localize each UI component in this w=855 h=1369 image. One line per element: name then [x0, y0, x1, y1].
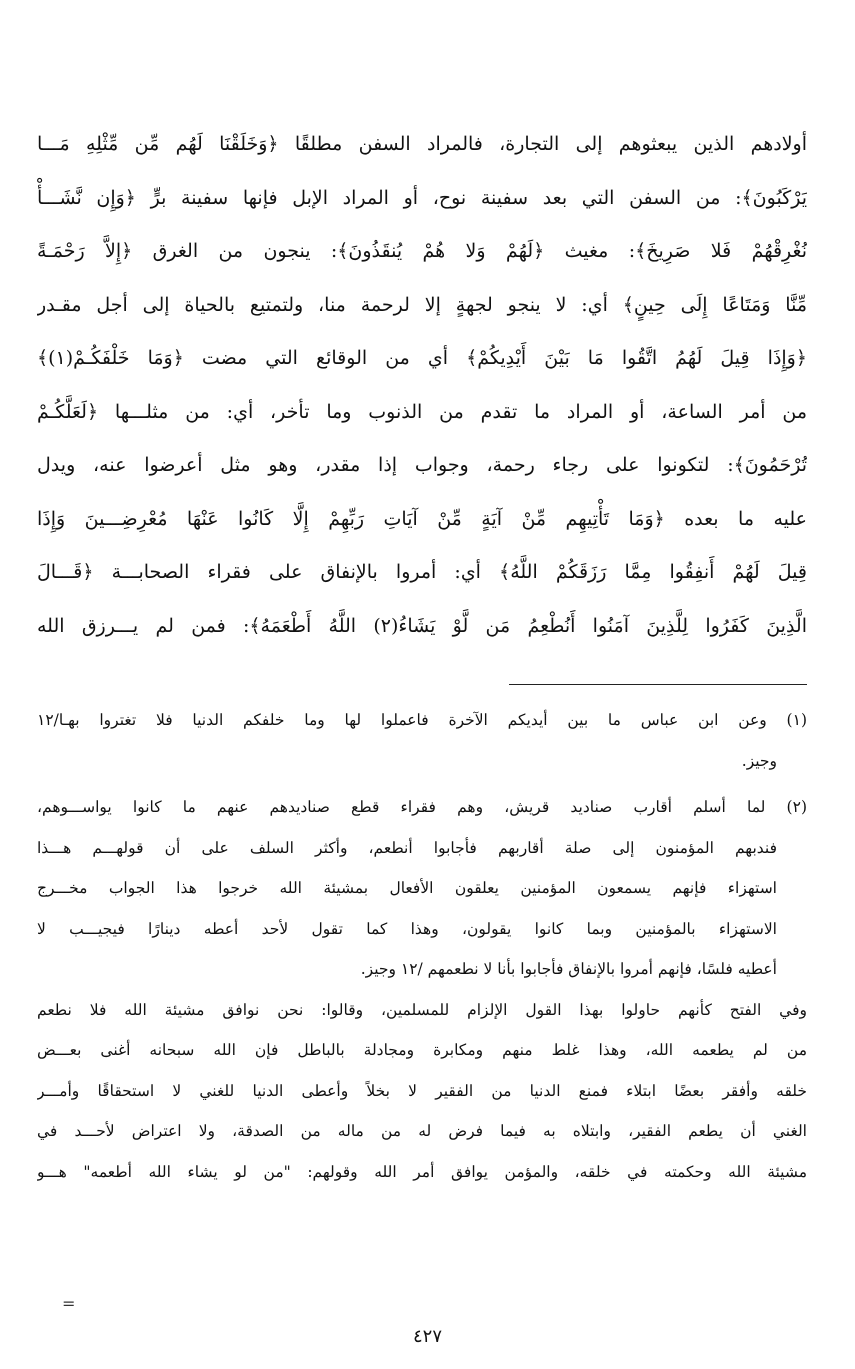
main-text: [37, 118, 807, 653]
main-line: الَّذِينَ كَفَرُوا لِلَّذِينَ آمَنُوا أَنُطْعِمُ مَن لَّوْ يَشَاءُ(٢) اللَّهُ أَطْعَمَهُ﴾: فمن لم يـــرزق الله: [37, 614, 807, 637]
main-line: أولادهم الذين يبعثوهم إلى التجارة، فالمراد السفن مطلقًا ﴿وَخَلَقْنَا لَهُم مِّن مِّثْلِهِ مَـــا: [37, 133, 807, 155]
main-line: قِيلَ لَهُمْ أَنفِقُوا مِمَّا رَزَقَكُمْ اللَّهُ﴾ أي: أمروا بالإنفاق على فقراء الصحابـــة ﴿قَـــالَ: [37, 561, 807, 583]
main-line: تُرْحَمُونَ﴾: لتكونوا على رجاء رحمة، وجواب إذا مقدر، وهو مثل أعرضوا عنه، ويدل: [37, 454, 807, 476]
footnotes: [37, 700, 807, 1192]
footnote-line: الاستهزاء بالمؤمنين وبما كانوا يقولون، وهذا كما تقول لأحد أعطه دينارًا فيجيـــب لا: [37, 919, 777, 938]
commentary-line: خلقه وأفقر بعضًا ابتلاء فمنع الدنيا من الفقير لا بخلاً وأعطى الدنيا للغني لا استحقاقًا وأمـــر: [37, 1081, 807, 1100]
footnote-line: (٢) لما أسلم أقارب صناديد قريش، وهم فقراء قطع صناديدهم عنهم ما كانوا يواســـوهم،: [37, 798, 807, 816]
footnote-line: وجيز.: [741, 751, 777, 770]
commentary-line: وفي الفتح كأنهم حاولوا بهذا القول الإلزام للمسلمين، وقالوا: نحن نوافق مشيئة الله فلا نطعم: [37, 1000, 807, 1019]
commentary-line: مشيئة الله وحكمته في خلقه، والمؤمن يوافق أمر الله وقولهم: "من لو يشاء الله أطعمه" هـــو: [37, 1162, 807, 1181]
footnote-separator: [509, 684, 807, 685]
main-line: عليه ما بعده ﴿وَمَا تَأْتِيهِم مِّنْ آيَةٍ مِّنْ آيَاتِ رَبِّهِمْ إِلَّا كَانُوا عَنْهَا مُعْرِضِـــينَ وَإِذَا: [37, 507, 807, 530]
footnote-2: [37, 787, 807, 990]
main-line: نُغْرِقْهُمْ فَلا صَرِيخَ﴾: مغيث ﴿لَهُمْ وَلا هُمْ يُنقَذُونَ﴾: ينجون من الغرق ﴿إِلاَّ رَحْمَـةً: [37, 240, 807, 262]
page-number: ٤٢٧: [412, 1326, 442, 1347]
footnote-line: استهزاء فإنهم يسمعون المؤمنين يعلقون الأفعال بمشيئة الله خرجوا هذا الجواب مخـــرج: [37, 879, 777, 897]
main-line: مِّنَّا وَمَتَاعًا إِلَى حِينٍ﴾ أي: لا ينجو لجهةٍ إلا لرحمة منا، ولتمتيع بالحياة إلى أجل مقـدر: [37, 293, 807, 316]
footnote-line: (١) وعن ابن عباس ما بين أيديكم الآخرة فاعملوا لها وما خلفكم الدنيا فلا تغتروا بهـا/١٢: [37, 711, 807, 729]
footnote-line: فندبهم المؤمنون إلى صلة أقاربهم فأجابوا أنطعم، وأكثر السلف على أن قولهـــم هـــذا: [37, 838, 777, 857]
commentary: [37, 990, 807, 1193]
corner-mark: =: [62, 1294, 76, 1313]
commentary-line: الغني أن يطعم الفقير، وابتلاه به فيما فرض له من ماله من الصدقة، ولا اعتراض لأحـــد في: [37, 1122, 807, 1140]
main-line: يَرْكَبُونَ﴾: من السفن التي بعد سفينة نوح، أو المراد الإبل فإنها سفينة برٍّ ﴿وَإِن نَّشَـــأْ: [37, 186, 807, 209]
main-line: ﴿وَإِذَا قِيلَ لَهُمُ اتَّقُوا مَا بَيْنَ أَيْدِيكُمْ﴾ أي من الوقائع التي مضت ﴿وَمَا خَلْفَكُـمْ(١)﴾: [37, 347, 807, 369]
main-line: من أمر الساعة، أو المراد ما تقدم من الذنوب وما تأخر، أي: من مثلـــها ﴿لَعَلَّكُـمْ: [37, 400, 807, 423]
footnote-line: أعطيه فلسًا، فإنهم أمروا بالإنفاق فأجابوا بأنا لا نطعمهم /١٢ وجيز.: [360, 960, 777, 978]
commentary-line: من لم يطعمه الله، وهذا غلط منهم ومكابرة ومجادلة بالباطل فإن الله سبحانه أغنى بعـــض: [37, 1041, 807, 1059]
footnote-1: [37, 700, 807, 781]
